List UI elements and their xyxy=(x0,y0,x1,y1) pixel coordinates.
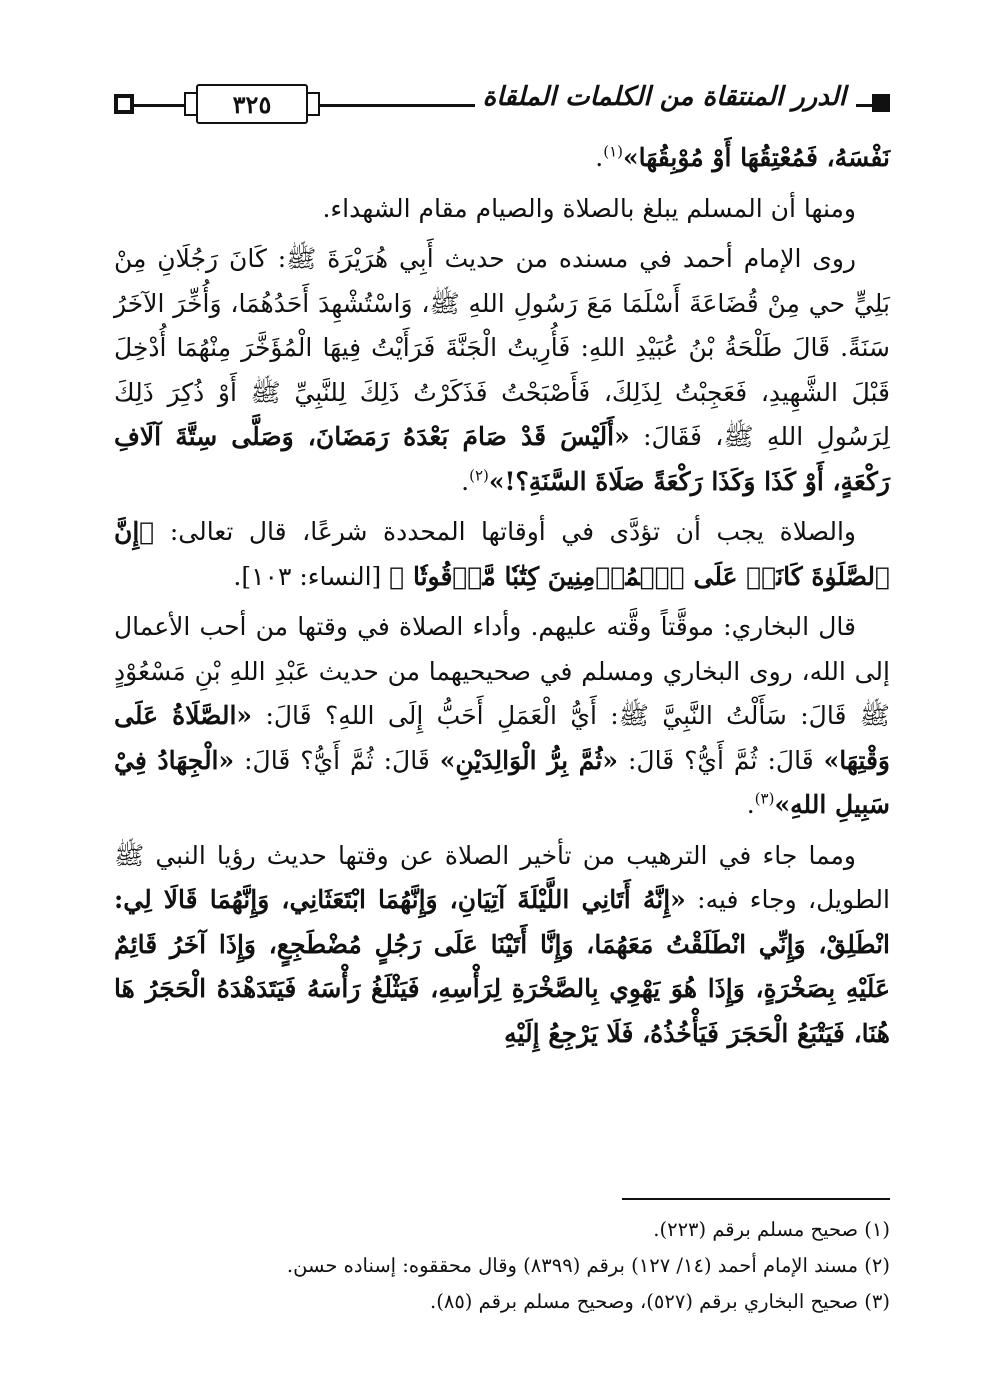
text-run: قال البخاري: موقَّتاً وقَّته عليهم. وأداء الصلاة في وقتها من أحب الأعمال إلى الله، روى البخاري ومسلم في صحيحيهما من حديث عَبْدِ اللهِ بْنِ مَسْعُوْدٍ ﷺ قَالَ: سَأَلْتُ النَّبِيَّ ﷺ: أَيُّ الْعَمَلِ أَحَبُّ إِلَى اللهِ؟ قَالَ: xyxy=(114,612,890,730)
paragraph xyxy=(114,834,890,1057)
page-header xyxy=(114,80,890,132)
footnote-separator xyxy=(622,1198,890,1200)
footnote-ref: (١) xyxy=(603,142,624,161)
paragraph xyxy=(114,237,890,504)
text-run: ومما جاء في الترهيب من تأخير الصلاة عن وقتها حديث رؤيا النبي ﷺ الطويل، وجاء فيه: xyxy=(114,840,890,914)
text-run: ومنها أن المسلم يبلغ بالصلاة والصيام مقام الشهداء. xyxy=(322,193,856,223)
header-rule-right xyxy=(856,104,872,107)
paragraph xyxy=(114,136,890,181)
text-run: . xyxy=(461,466,470,496)
page-number: ٣٢٥ xyxy=(232,89,272,119)
quoted-text: «ثُمَّ بِرُّ الْوَالِدَيْنِ» xyxy=(439,745,619,775)
text-run: قَالَ: ثُمَّ أَيُّ؟ قَالَ: xyxy=(234,745,440,775)
main-text xyxy=(114,136,890,1062)
paragraph xyxy=(114,510,890,599)
header-solid-square-ornament xyxy=(872,94,890,112)
text-run: روى الإمام أحمد في مسنده من حديث أَبِي هُرَيْرَةَ ﷺ: كَانَ رَجُلَانِ مِنْ بَلِيٍّ حي مِنْ قُضَاعَةَ أَسْلَمَا مَعَ رَسُولِ اللهِ ﷺ، وَاسْتُشْهِدَ أَحَدُهُمَا، وَأُخِّرَ الآخَرُ سَنَةً. قَالَ طَلْحَةُ بْنُ عُبَيْدِ اللهِ: فَأُرِيتُ الْجَنَّةَ فَرَأَيْتُ فِيهَا الْمُؤَخَّرَ مِنْهُمَا أُدْخِلَ قَبْلَ الشَّهِيدِ، فَعَجِبْتُ لِذَلِكَ، فَأَصْبَحْتُ فَذَكَرْتُ ذَلِكَ لِلنَّبِيِّ ﷺ أَوْ ذُكِرَ ذَلِكَ لِرَسُولِ اللهِ ﷺ، فَقَالَ: xyxy=(114,244,890,451)
footnotes xyxy=(114,1212,890,1320)
quoted-text: «الصَّلَاةُ عَلَى وَقْتِهَا» xyxy=(114,701,890,775)
text-run: . xyxy=(595,143,604,172)
book-title: الدرر المنتقاة من الكلمات الملقاة xyxy=(475,82,854,112)
page-number-box xyxy=(196,84,308,124)
text-run: . xyxy=(746,790,755,819)
quoted-text: نَفْسَهُ، فَمُعْتِقُهَا أَوْ مُوْبِقُهَا» xyxy=(623,143,890,172)
footnote-3: (٣) صحيح البخاري برقم (٥٢٧)، وصحيح مسلم برقم (٨٥). xyxy=(430,1290,890,1313)
quoted-text: «إِنَّهُ أَتَانِي اللَّيْلَةَ آتِيَانِ، وَإِنَّهُمَا ابْتَعَثَانِي، وَإِنَّهُمَا قَالَا لِي: انْطَلِقْ، وَإِنِّي انْطَلَقْتُ مَعَهُمَا، وَإِنَّا أَتَيْنَا عَلَى رَجُلٍ مُضْطَجِعٍ، وَإِذَا آخَرُ قَائِمٌ عَلَيْهِ بِصَخْرَةٍ، وَإِذَا هُوَ يَهْوِي بِالصَّخْرَةِ لِرَأْسِهِ، فَيَثْلَغُ رَأْسَهُ فَيَتَدَهْدَهُ الْحَجَرُ هَا هُنَا، فَيَتْبَعُ الْحَجَرَ فَيَأْخُذُهُ، فَلَا يَرْجِعُ إِلَيْهِ xyxy=(114,885,890,1048)
footnote-ref: (٢) xyxy=(469,466,489,485)
footnote-ref: (٣) xyxy=(754,789,775,808)
quoted-text: «الْجِهَادُ فِيْ سَبِيلِ اللهِ» xyxy=(114,745,890,819)
text-run: قَالَ: ثُمَّ أَيُّ؟ قَالَ: xyxy=(618,745,824,775)
paragraph xyxy=(114,187,890,232)
footnote-2: (٢) مسند الإمام أحمد (١٤/ ١٢٧) برقم (٨٣٩٩) وقال محققوه: إسناده حسن. xyxy=(286,1254,890,1277)
header-hollow-square-ornament xyxy=(114,94,134,114)
text-run: والصلاة يجب أن تؤدَّى في أوقاتها المحددة شرعًا، قال تعالى: xyxy=(154,517,856,546)
text-run: [النساء: ١٠٣]. xyxy=(233,561,390,591)
quoted-text: ﴿إِنَّ ٱلصَّلَوٰةَ كَانَتۡ عَلَى ٱلۡمُؤۡمِنِينَ كِتَٰبٗا مَّوۡقُوتٗا ﴾ xyxy=(114,517,890,591)
footnote-1: (١) صحيح مسلم برقم (٢٢٣). xyxy=(653,1218,890,1241)
quoted-text: «أَلَيْسَ قَدْ صَامَ بَعْدَهُ رَمَضَانَ، وَصَلَّى سِتَّةَ آلَافِ رَكْعَةٍ، أَوْ كَذَا وَكَذَا رَكْعَةً صَلَاةَ السَّنَةِ؟!» xyxy=(114,422,890,496)
paragraph xyxy=(114,605,890,828)
